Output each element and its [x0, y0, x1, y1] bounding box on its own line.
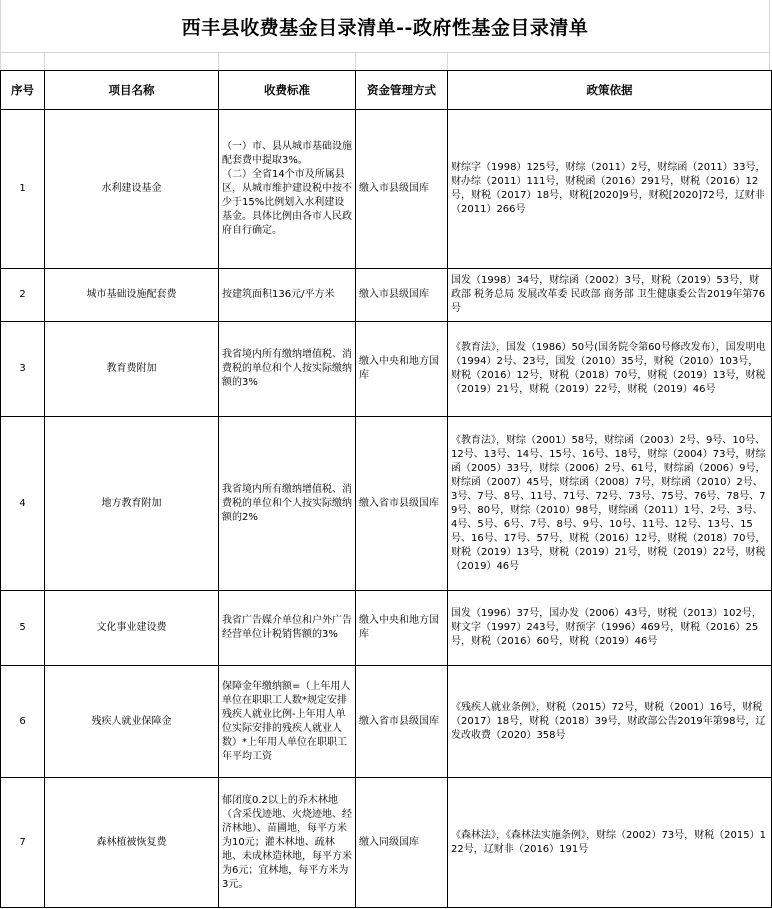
empty-cell[interactable]	[44, 53, 219, 70]
cell-basis[interactable]: 国发（1996）37号，国办发（2006）43号，财税（2013）102号，财文字（1997）243号，财预字（1996）469号，财税（2016）25号，财税（2016）60号，财税（2019）46号	[448, 591, 772, 666]
cell-basis[interactable]: 《教育法》，国发（1986）50号(国务院令第60号修改发布），国发明电（1994）2号、23号，国发（2010）35号，财税（2010）103号，财税（2016）12号，财税（2018）70号，财税（2019）13号，财税（2019）21号，财税（2019）22号，财税（2019）46号	[448, 322, 772, 417]
standard-line: 郁闭度0.2以上的乔木林地（含采伐迹地、火烧迹地、经济林地）、苗圃地，每平方米为10元；灌木林地、疏林地、未成林造林地，每平方米为6元；宜林地，每平方米为3元。	[222, 794, 352, 890]
cell-management[interactable]: 缴入同级国库	[356, 778, 448, 908]
standard-line: 保障金年缴纳额=（上年用人单位在职职工人数*规定安排残疾人就业比例-上年用人单位实际安排的残疾人就业人数）*上年用人单位在职职工年平均工资	[222, 680, 351, 762]
standard-line: （一）市、县从城市基础设施配套费中提取3%。	[222, 141, 352, 166]
table-row	[1, 322, 772, 417]
cell-no[interactable]: 1	[1, 110, 45, 269]
cell-no[interactable]: 6	[1, 666, 45, 778]
cell-standard[interactable]	[219, 778, 356, 908]
header-no[interactable]: 序号	[1, 71, 45, 110]
cell-management[interactable]: 缴入省市县级国库	[356, 417, 448, 591]
cell-name[interactable]: 地方教育附加	[45, 417, 219, 591]
standard-line: 我省境内所有缴纳增值税、消费税的单位和个人按实际缴纳额的3%	[222, 349, 352, 388]
cell-basis[interactable]: 《森林法》，《森林法实施条例》，财综（2002）73号，财税（2015）122号，辽财非（2016）191号	[448, 778, 772, 908]
cell-basis[interactable]: 国发（1998）34号，财综函（2002）3号，财税（2019）53号，财政部 税务总局 发展改革委 民政部 商务部 卫生健康委公告2019年第76号	[448, 269, 772, 322]
table-row	[1, 417, 772, 591]
cell-management[interactable]: 缴入市县级国库	[356, 110, 448, 269]
cell-name[interactable]: 教育费附加	[45, 322, 219, 417]
cell-no[interactable]: 5	[1, 591, 45, 666]
header-management[interactable]: 资金管理方式	[356, 71, 448, 110]
header-row	[1, 71, 772, 110]
cell-standard[interactable]	[219, 322, 356, 417]
cell-standard[interactable]	[219, 666, 356, 778]
standard-line: 我省广告媒介单位和户外广告经营单位计税销售额的3%	[222, 615, 352, 640]
title-cell[interactable]	[0, 0, 770, 53]
cell-basis[interactable]: 《残疾人就业条例》，财税（2015）72号，财税（2001）16号，财税（2017）18号，财税（2018）39号，财政部公告2019年第98号，辽发改收费（2020）358号	[448, 666, 772, 778]
standard-line: 我省境内所有缴纳增值税、消费税的单位和个人按实际缴纳额的2%	[222, 483, 352, 523]
cell-no[interactable]: 3	[1, 322, 45, 417]
cell-name[interactable]: 水利建设基金	[45, 110, 219, 269]
header-basis[interactable]: 政策依据	[448, 71, 772, 110]
cell-name[interactable]: 残疾人就业保障金	[45, 666, 219, 778]
empty-cell[interactable]	[218, 53, 356, 70]
table-row	[1, 778, 772, 908]
empty-cell[interactable]	[355, 53, 448, 70]
table-row	[1, 591, 772, 666]
cell-management[interactable]: 缴入中央和地方国库	[356, 591, 448, 666]
table-row	[1, 269, 772, 322]
cell-standard[interactable]	[219, 591, 356, 666]
cell-basis[interactable]: 《教育法》，财综（2001）58号，财综函（2003）2号、9号、10号、12号、13号、14号、15号、16号、18号，财综（2004）73号，财综函（2005）33号，财综（2006）2号、61号，财综函（2006）9号，财综函（2007）45号，财综函（2008）7号，财综函（2010）2号、3号、7号、8号、11号、71号、72号、73号、75号、76号、78号、79号、80号，财综（2010）98号，财综函（2011）1号、2号、3号、4号、5号、6号、7号、8号、9号、10号、11号、12号、13号、15号、16号、17号、57号，财税（2016）12号，财税（2018）70号，财税（2019）13号，财税（2019）21号，财税（2019）22号，财税（2019）46号	[448, 417, 772, 591]
fee-catalog-table	[0, 70, 772, 908]
cell-no[interactable]: 4	[1, 417, 45, 591]
cell-name[interactable]: 文化事业建设费	[45, 591, 219, 666]
standard-line: 按建筑面积136元/平方米	[222, 289, 335, 300]
table-row	[1, 110, 772, 269]
cell-basis[interactable]: 财综字（1998）125号，财综（2011）2号，财综函（2011）33号，财办综（2011）111号，财税函（2016）291号，财税（2016）12号，财税（2017）18号，财税[2020]9号，财税[2020]72号，辽财非（2011）266号	[448, 110, 772, 269]
cell-standard[interactable]	[219, 110, 356, 269]
header-name[interactable]: 项目名称	[45, 71, 219, 110]
empty-row	[0, 53, 770, 70]
cell-no[interactable]: 7	[1, 778, 45, 908]
standard-line: （二）全省14个市及所属县区，从城市维护建设税中按不少于15%比例划入水利建设基金。具体比例由各市人民政府自行确定。	[222, 169, 352, 236]
cell-management[interactable]: 缴入市县级国库	[356, 269, 448, 322]
table-row	[1, 666, 772, 778]
cell-no[interactable]: 2	[1, 269, 45, 322]
cell-name[interactable]: 城市基础设施配套费	[45, 269, 219, 322]
header-standard[interactable]: 收费标准	[219, 71, 356, 110]
cell-standard[interactable]	[219, 269, 356, 322]
page-title: 西丰县收费基金目录清单--政府性基金目录清单	[181, 16, 589, 39]
cell-management[interactable]: 缴入中央和地方国库	[356, 322, 448, 417]
cell-name[interactable]: 森林植被恢复费	[45, 778, 219, 908]
cell-management[interactable]: 缴入省市县级国库	[356, 666, 448, 778]
empty-cell[interactable]	[1, 53, 45, 70]
cell-standard[interactable]	[219, 417, 356, 591]
